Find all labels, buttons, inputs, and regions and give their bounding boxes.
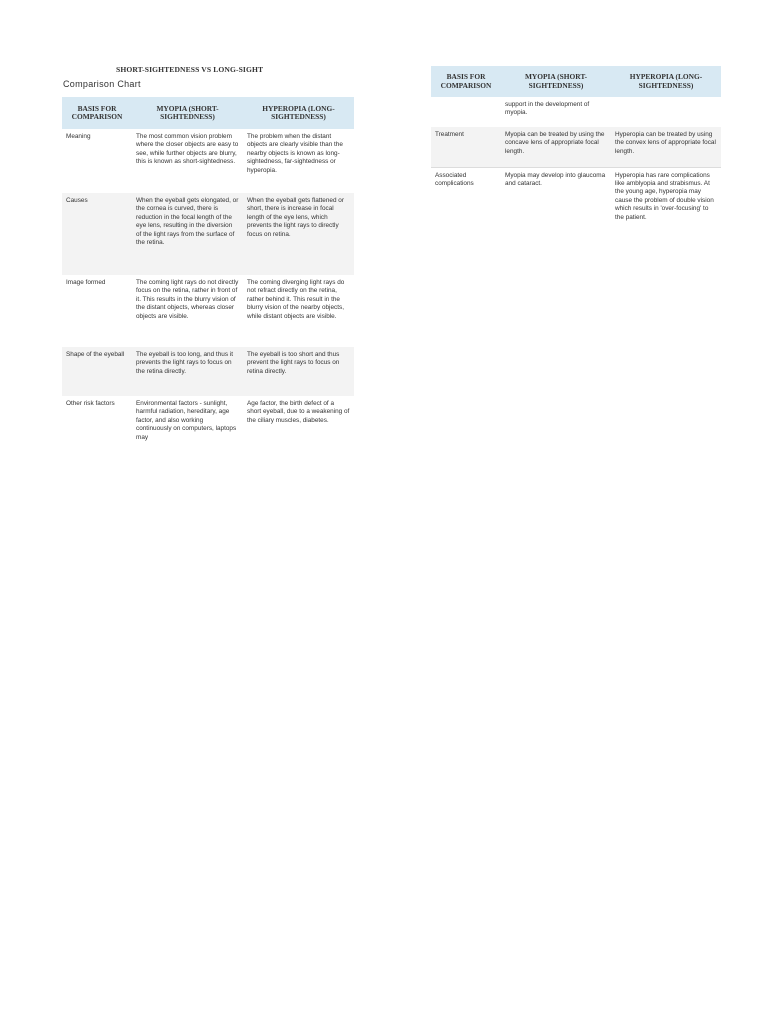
row-hyperopia: Hyperopia has rare complications like amblyopia and strabismus. At the young age, hyperopia may cause the problem of double vision which results in 'over-focusing' to the patient. <box>615 171 714 221</box>
row-myopia: The coming light rays do not directly focus on the retina, rather in front of it. This results in the blurry vision of the distant objects, whereas closer objects are visible. <box>136 279 239 320</box>
comparison-table-right <box>431 66 721 237</box>
row-myopia: support in the development of myopia. <box>505 101 590 117</box>
row-myopia: Environmental factors - sunlight, harmful radiation, hereditary, age factor, and also working continuously on computers, laptops may <box>136 400 237 441</box>
table-header-row <box>62 97 354 129</box>
row-basis: Other risk factors <box>66 400 115 407</box>
document-title: SHORT-SIGHTEDNESS VS LONG-SIGHT <box>116 65 264 74</box>
header-hyperopia: HYPEROPIA (LONG-SIGHTEDNESS) <box>243 97 354 129</box>
table-row <box>431 97 721 127</box>
table-row <box>62 275 354 347</box>
table-row <box>62 129 354 193</box>
row-basis: Image formed <box>66 279 106 286</box>
table-row <box>431 167 721 237</box>
header-myopia: MYOPIA (SHORT-SIGHTEDNESS) <box>132 97 243 129</box>
row-hyperopia: The problem when the distant objects are clearly visible than the nearby objects is known as long-sightedness, far-sightedness or hyperopia. <box>247 133 343 174</box>
header-basis: BASIS FOR COMPARISON <box>62 97 132 129</box>
header-basis: BASIS FOR COMPARISON <box>431 66 501 97</box>
row-hyperopia <box>611 97 721 127</box>
table-header-row <box>431 66 721 97</box>
row-basis: Meaning <box>66 133 91 140</box>
row-hyperopia: The eyeball is too short and thus prevent the light rays to focus on retina directly. <box>243 347 354 396</box>
row-basis <box>431 97 501 127</box>
row-basis: Treatment <box>431 127 501 167</box>
table-row <box>62 193 354 275</box>
row-basis: Shape of the eyeball <box>62 347 132 396</box>
comparison-table-left <box>62 97 354 446</box>
row-hyperopia: Hyperopia can be treated by using the convex lens of appropriate focal length. <box>611 127 721 167</box>
row-hyperopia: When the eyeball gets flattened or short, there is increase in focal length of the eye lens, which prevents the light rays to directly focus on retina. <box>243 193 354 275</box>
table-row <box>62 396 354 446</box>
row-basis: Associated complications <box>435 171 474 187</box>
header-myopia: MYOPIA (SHORT-SIGHTEDNESS) <box>501 66 611 97</box>
comparison-chart-heading: Comparison Chart <box>63 79 141 89</box>
table-row <box>431 127 721 167</box>
row-myopia: Myopia can be treated by using the concave lens of appropriate focal length. <box>501 127 611 167</box>
row-myopia: When the eyeball gets elongated, or the cornea is curved, there is reduction in the focal length of the eye lens, resulting in the diversion of the light rays from the surface of the retina. <box>132 193 243 275</box>
header-hyperopia: HYPEROPIA (LONG-SIGHTEDNESS) <box>611 66 721 97</box>
row-hyperopia: Age factor, the birth defect of a short eyeball, due to a weakening of the ciliary muscles, diabetes. <box>247 400 350 424</box>
row-hyperopia: The coming diverging light rays do not refract directly on the retina, rather behind it. This result in the blurry vision of the nearby objects, while distant objects are visible. <box>247 279 345 320</box>
row-myopia: The eyeball is too long, and thus it prevents the light rays to focus on the retina directly. <box>132 347 243 396</box>
row-myopia: The most common vision problem where the closer objects are easy to see, while further objects are blurry, this is known as short-sightedness. <box>136 133 239 166</box>
row-myopia: Myopia may develop into glaucoma and cataract. <box>505 171 606 187</box>
row-basis: Causes <box>62 193 132 275</box>
table-row <box>62 347 354 396</box>
